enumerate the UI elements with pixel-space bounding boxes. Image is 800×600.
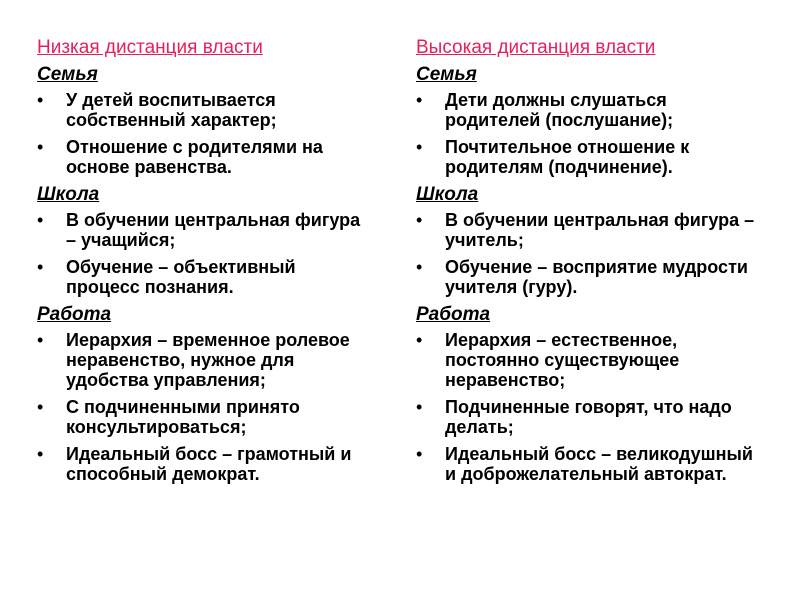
school-list	[37, 210, 367, 297]
section-heading-family: Семья	[416, 64, 477, 85]
section-heading-work: Работа	[37, 304, 112, 325]
list-item: • Обучение – объективный процесс познания.	[37, 257, 296, 297]
school-list	[416, 210, 766, 297]
bullet-icon: •	[416, 137, 423, 157]
list-item: • С подчиненными принято консультироваться;	[37, 397, 300, 437]
column-title-high: Высокая дистанция власти	[416, 37, 656, 58]
low-power-distance-column	[37, 37, 367, 491]
list-item: • Идеальный босс – грамотный и способный демократ.	[37, 444, 352, 484]
section-heading-family: Семья	[37, 64, 98, 85]
list-item: • Обучение – восприятие мудрости учителя (гуру).	[416, 257, 748, 297]
list-item: • У детей воспитывается собственный характер;	[37, 90, 277, 130]
bullet-icon: •	[37, 257, 44, 277]
bullet-icon: •	[37, 444, 44, 464]
list-item: • Отношение с родителями на основе равенства.	[37, 137, 323, 177]
bullet-icon: •	[416, 257, 423, 277]
bullet-icon: •	[416, 444, 423, 464]
list-item: • Иерархия – временное ролевое неравенство, нужное для удобства управления;	[37, 330, 350, 390]
list-item: • Дети должны слушаться родителей (послушание);	[416, 90, 674, 130]
list-item: • Подчиненные говорят, что надо делать;	[416, 397, 732, 437]
column-title-low: Низкая дистанция власти	[37, 37, 263, 58]
bullet-icon: •	[37, 90, 44, 110]
work-list	[416, 330, 766, 484]
work-list	[37, 330, 367, 484]
section-heading-school: Школа	[37, 184, 100, 205]
bullet-icon: •	[416, 90, 423, 110]
family-list	[416, 90, 766, 177]
list-item: • В обучении центральная фигура – учащийся;	[37, 210, 361, 250]
bullet-icon: •	[37, 137, 44, 157]
section-heading-work: Работа	[416, 304, 491, 325]
section-heading-school: Школа	[416, 184, 479, 205]
list-item: • Идеальный босс – великодушный и доброжелательный автократ.	[416, 444, 753, 484]
list-item: • Почтительное отношение к родителям (подчинение).	[416, 137, 690, 177]
family-list	[37, 90, 367, 177]
bullet-icon: •	[37, 210, 44, 230]
high-power-distance-column	[416, 37, 766, 491]
bullet-icon: •	[416, 330, 423, 350]
bullet-icon: •	[37, 397, 44, 417]
list-item: • В обучении центральная фигура – учитель;	[416, 210, 755, 250]
bullet-icon: •	[37, 330, 44, 350]
list-item: • Иерархия – естественное, постоянно существующее неравенство;	[416, 330, 680, 390]
bullet-icon: •	[416, 210, 423, 230]
bullet-icon: •	[416, 397, 423, 417]
